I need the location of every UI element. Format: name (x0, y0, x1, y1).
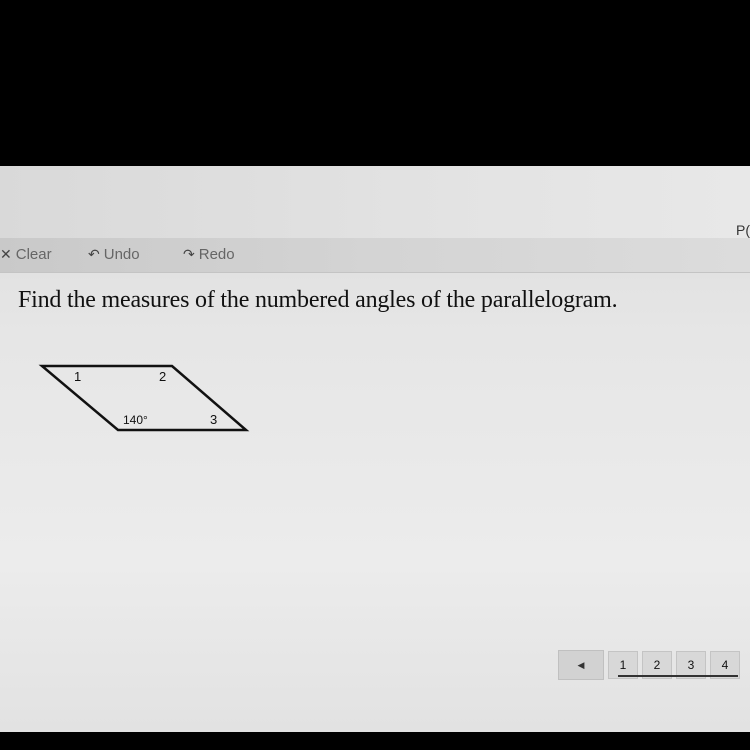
toolbar (0, 238, 750, 273)
clear-label: Clear (15, 246, 52, 263)
undo-icon: ↶ (88, 246, 100, 262)
angle-label-1: 1 (74, 369, 82, 384)
clear-button[interactable] (0, 246, 52, 263)
close-icon: ✕ (0, 246, 12, 262)
page-1-button[interactable]: 1 (608, 651, 638, 679)
page-4-button[interactable]: 4 (710, 651, 740, 679)
redo-label: Redo (198, 246, 235, 263)
left-triangle-icon: ◀ (577, 659, 585, 670)
header-partial-text: P( (736, 222, 750, 238)
pagination-underline (618, 675, 738, 677)
parallelogram-figure (38, 362, 258, 436)
redo-icon: ↷ (183, 246, 195, 262)
question-text: Find the measures of the numbered angles of the parallelogram. (18, 287, 618, 313)
prev-page-button[interactable] (558, 650, 604, 680)
header-strip (0, 166, 750, 238)
page-2-button[interactable]: 2 (642, 651, 672, 679)
undo-button[interactable] (88, 246, 140, 263)
screen (0, 166, 750, 732)
angle-label-2: 2 (159, 369, 167, 384)
page-3-button[interactable]: 3 (676, 651, 706, 679)
angle-label-3: 3 (210, 412, 218, 427)
redo-button[interactable] (183, 246, 235, 263)
given-angle-label: 140° (123, 413, 148, 427)
undo-label: Undo (103, 246, 140, 263)
